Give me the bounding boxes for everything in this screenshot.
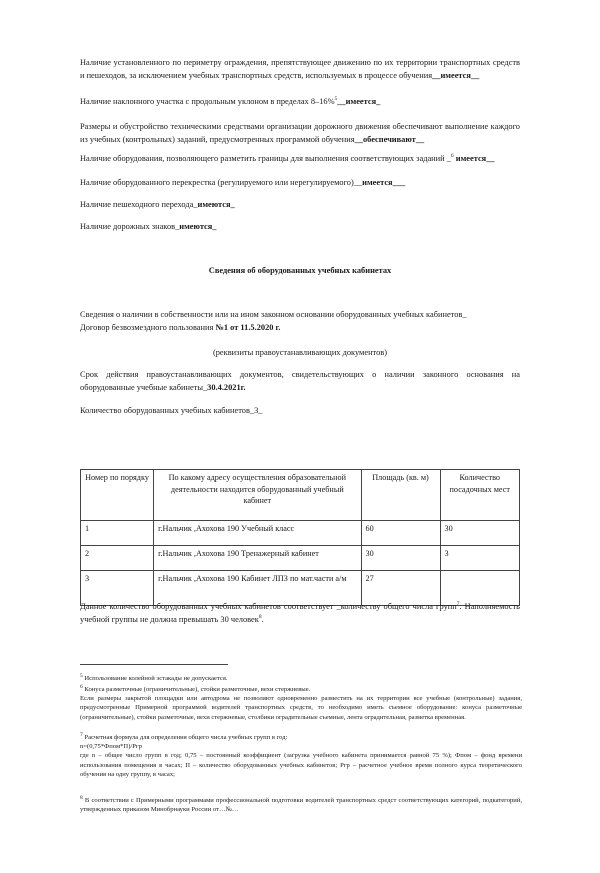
footnote-7 bbox=[80, 733, 522, 779]
cell-address: г.Нальчик ,Ахохова 190 Учебный класс bbox=[154, 521, 361, 546]
cell-area: 60 bbox=[361, 521, 440, 546]
cell-area: 27 bbox=[361, 571, 440, 606]
signs-requirement bbox=[80, 221, 520, 234]
footnote-ref-5: 5 bbox=[334, 96, 338, 103]
fence-text: Наличие установленного по периметру ограждения, препятствующее движению по их территории транспортных средств и пешеходов, за исключением учебных транспортных средств, используемых в процессе обучения bbox=[80, 58, 520, 80]
slope-value: __имеется_ bbox=[337, 97, 381, 106]
footnote-text: Использование колейной эстакады не допускается. bbox=[82, 675, 228, 682]
cell-seats: 3 bbox=[440, 546, 520, 571]
crossroad-value: имеется___ bbox=[362, 178, 406, 187]
cell-number: 1 bbox=[81, 521, 154, 546]
signs-value: имеются_ bbox=[179, 222, 217, 231]
footnote-number: 7 bbox=[80, 731, 83, 738]
period: . bbox=[261, 614, 264, 624]
footnote-ref-7: 7 bbox=[456, 601, 460, 608]
validity-text: Срок действия правоустанавливающих документов, свидетельствующих о наличии законного основания на оборудованные учебные кабинеты_ bbox=[80, 370, 520, 392]
signs-text: Наличие дорожных знаков_ bbox=[80, 222, 180, 231]
header-seats: Количество посадочных мест bbox=[440, 470, 520, 521]
validity-paragraph bbox=[80, 369, 520, 394]
footnote-ref-8: 8 bbox=[258, 613, 262, 620]
crosswalk-value: имеются_ bbox=[197, 200, 235, 209]
section-heading: Сведения об оборудованных учебных кабинетах bbox=[208, 266, 392, 275]
groups-paragraph bbox=[80, 601, 520, 626]
cabinet-count: Количество оборудованных учебных кабинетов_3_ bbox=[80, 406, 263, 415]
ownership-paragraph bbox=[80, 309, 520, 334]
header-number: Номер по порядку bbox=[81, 470, 154, 521]
crosswalk-text: Наличие пешеходного перехода_ bbox=[80, 200, 198, 209]
ownership-text: Сведения о наличии в собственности или на ином законном основании оборудованных учебных кабинетов_ bbox=[80, 310, 467, 319]
equipment-value: имеется__ bbox=[453, 154, 495, 163]
cell-address: г.Нальчик ,Ахохова 190 Тренажерный кабинет bbox=[154, 546, 361, 571]
equipment-requirement bbox=[80, 153, 520, 166]
footnote-text: В соответствии с Примерными программами профессиональной подготовки водителей транспортных средст соответствующих категорий, подкатегорий, утвержденных приказом Минобрнауки России от…№… bbox=[80, 797, 522, 814]
crossroad-requirement bbox=[80, 177, 520, 190]
cell-area: 30 bbox=[361, 546, 440, 571]
size-value: __обеспечивают__ bbox=[354, 134, 425, 144]
size-text: Размеры и обустройство техническими средствами организации дорожного движения обеспечивают выполнение каждого из учебных (контрольных) заданий, предусмотренных программой обучения bbox=[80, 122, 520, 144]
equipment-text: Наличие оборудования, позволяющего разметить границы для выполнения соответствующих заданий _ bbox=[80, 154, 451, 163]
table-header-row bbox=[81, 470, 520, 521]
group-size-text: . Наполняемость учебной группы не должна превышать 30 человек bbox=[80, 602, 520, 624]
crossroad-text: Наличие оборудованного перекрестка (регулируемого или нерегулируемого)__ bbox=[80, 178, 363, 187]
fence-value: __имеется__ bbox=[432, 70, 480, 80]
footnote-explanation: где n – общее число групп в год; 0,75 – постоянный коэффициент (загрузка учебного кабинета принимается равной 75 %); Фпом – фонд времени использования помещения в часах; П – количество оборудованных учебных кабинетов; Pгр – расчетное учебное время полного курса теоретического обучения на одну группу, в часах; bbox=[80, 752, 522, 778]
contract-value: №1 от 11.5.2020 г. bbox=[215, 322, 281, 332]
size-requirement bbox=[80, 121, 520, 146]
footnote-number: 5 bbox=[80, 672, 83, 679]
header-area: Площадь (кв. м) bbox=[361, 470, 440, 521]
footnote-ref-6: 6 bbox=[450, 153, 454, 160]
footnote-separator bbox=[80, 664, 228, 665]
footnote-6 bbox=[80, 685, 522, 722]
footnote-number: 6 bbox=[80, 683, 83, 690]
crosswalk-requirement bbox=[80, 199, 520, 212]
cell-number: 2 bbox=[81, 546, 154, 571]
table-row bbox=[81, 521, 520, 546]
fence-requirement bbox=[80, 57, 520, 82]
cabinets-table bbox=[80, 469, 520, 606]
groups-text: Данное количество оборудованных учебных кабинетов соответствует _количеству общего числа групп bbox=[80, 602, 457, 611]
footnote-text: Расчетная формула для определения общего числа учебных групп в год: bbox=[82, 734, 288, 741]
cell-seats: 30 bbox=[440, 521, 520, 546]
footnote-number: 8 bbox=[80, 794, 83, 801]
cell-number: 3 bbox=[81, 571, 154, 606]
header-address: По какому адресу осуществления образовательной деятельности находится оборудованный учебный кабинет bbox=[154, 470, 361, 521]
footnote-5 bbox=[80, 674, 522, 683]
table-row bbox=[81, 546, 520, 571]
footnote-8 bbox=[80, 796, 522, 814]
footnote-text: Конуса разметочные (ограничительные), стойки разметочные, вехи стержневые. bbox=[82, 686, 311, 693]
requisites-note: (реквизиты правоустанавливающих документов) bbox=[212, 348, 388, 357]
validity-value: 30.4.2021г. bbox=[207, 382, 246, 392]
slope-requirement bbox=[80, 96, 520, 109]
footnote-formula: n=(0,75*Фпом*П)/Ргр bbox=[80, 743, 142, 751]
cell-address: г.Нальчик ,Ахохова 190 Кабинет ЛПЗ по мат.части а/м bbox=[154, 571, 361, 606]
footnote-extra-text: Если размеры закрытой площадки или автодрома не позволяют одновременно разместить на их территории все учебные (контрольные) задания, предусмотренные Примерной программой водителей транспортных средств, то необходимо иметь съемное оборудование: конуса разметочные (ограничительные), стойки разметочные, вехи стержневые, столбики оградительные съемные, лента оградительная, разметка временная. bbox=[80, 695, 522, 721]
slope-text: Наличие наклонного участка с продольным уклоном в пределах 8–16% bbox=[80, 97, 335, 106]
contract-label: Договор безвозмездного пользования bbox=[80, 322, 216, 332]
